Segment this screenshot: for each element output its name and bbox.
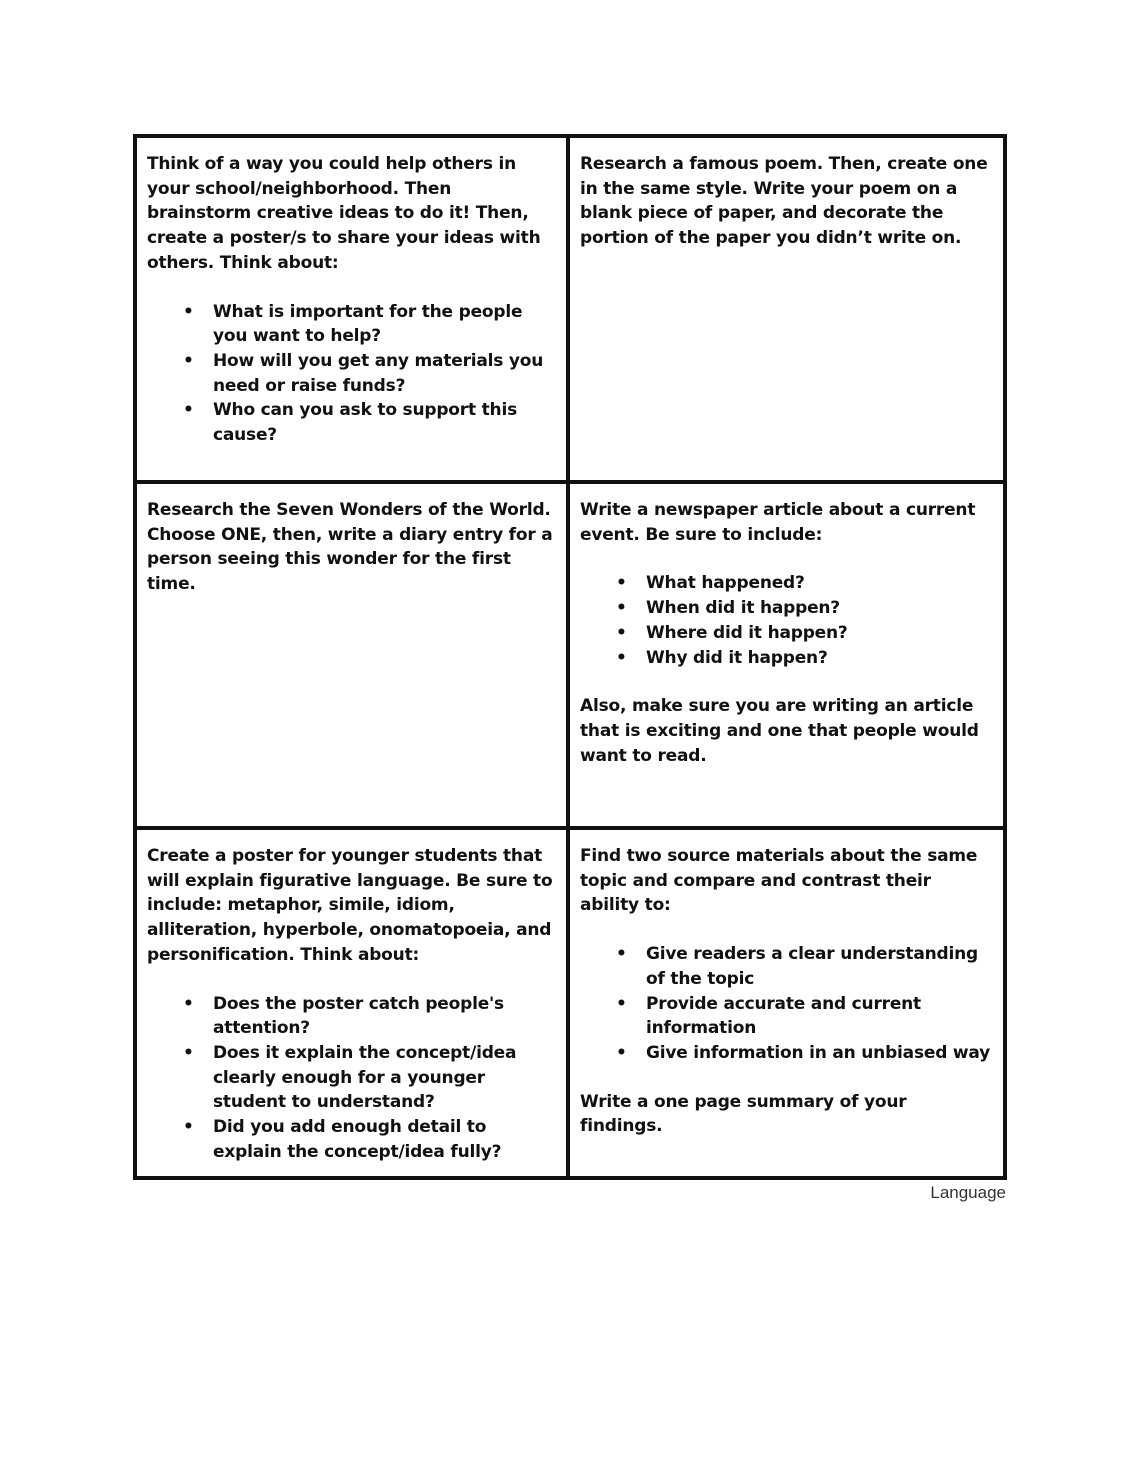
- card-bullet-item: • Does the poster catch people's attention?: [213, 992, 556, 1041]
- card-bullet-list: [147, 992, 556, 1165]
- card-instructions: Research the Seven Wonders of the World. Choose ONE, then, write a diary entry for a person seeing this wonder for the first time.: [147, 500, 553, 595]
- card-bullet-item: • Give information in an unbiased way: [646, 1041, 993, 1066]
- activity-card: [137, 484, 570, 830]
- activity-card: [137, 138, 570, 484]
- card-bullet-list: [580, 571, 993, 670]
- card-bullet-item: • Where did it happen?: [646, 621, 993, 646]
- card-closing-note: Write a one page summary of your findings.: [580, 1091, 907, 1137]
- card-bullet-item: • How will you get any materials you need or raise funds?: [213, 349, 556, 398]
- card-bullet-item: • What happened?: [646, 571, 993, 596]
- card-bullet-item: • Provide accurate and current information: [646, 992, 993, 1041]
- card-instructions: Create a poster for younger students that will explain figurative language. Be sure to include: metaphor, simile, idiom, alliteration, hyperbole, onomatopoeia, and personification. Think about:: [147, 846, 553, 965]
- card-bullet-item: • Why did it happen?: [646, 646, 993, 671]
- footer-label: Language: [930, 1183, 1006, 1202]
- card-instructions: Write a newspaper article about a current event. Be sure to include:: [580, 500, 976, 545]
- card-bullet-item: • Give readers a clear understanding of the topic: [646, 942, 993, 991]
- activity-card: [137, 830, 570, 1176]
- card-instructions: Find two source materials about the same topic and compare and contrast their ability to:: [580, 846, 978, 916]
- activity-card: [570, 484, 1003, 830]
- card-bullet-item: • When did it happen?: [646, 596, 993, 621]
- activity-grid: [133, 134, 1007, 1180]
- activity-card: [570, 830, 1003, 1176]
- card-bullet-item: • Who can you ask to support this cause?: [213, 398, 556, 447]
- card-closing-note: Also, make sure you are writing an article that is exciting and one that people would want to read.: [580, 696, 979, 766]
- card-bullet-item: • Did you add enough detail to explain the concept/idea fully?: [213, 1115, 556, 1164]
- card-instructions: Think of a way you could help others in your school/neighborhood. Then brainstorm creative ideas to do it! Then, create a poster/s to share your ideas with others. Think about:: [147, 154, 541, 273]
- card-bullet-list: [580, 942, 993, 1066]
- card-bullet-item: • Does it explain the concept/idea clearly enough for a younger student to understand?: [213, 1041, 556, 1115]
- card-bullet-list: [147, 300, 556, 448]
- activity-card: [570, 138, 1003, 484]
- card-instructions: Research a famous poem. Then, create one in the same style. Write your poem on a blank piece of paper, and decorate the portion of the paper you didn’t write on.: [580, 154, 988, 249]
- card-bullet-item: • What is important for the people you want to help?: [213, 300, 556, 349]
